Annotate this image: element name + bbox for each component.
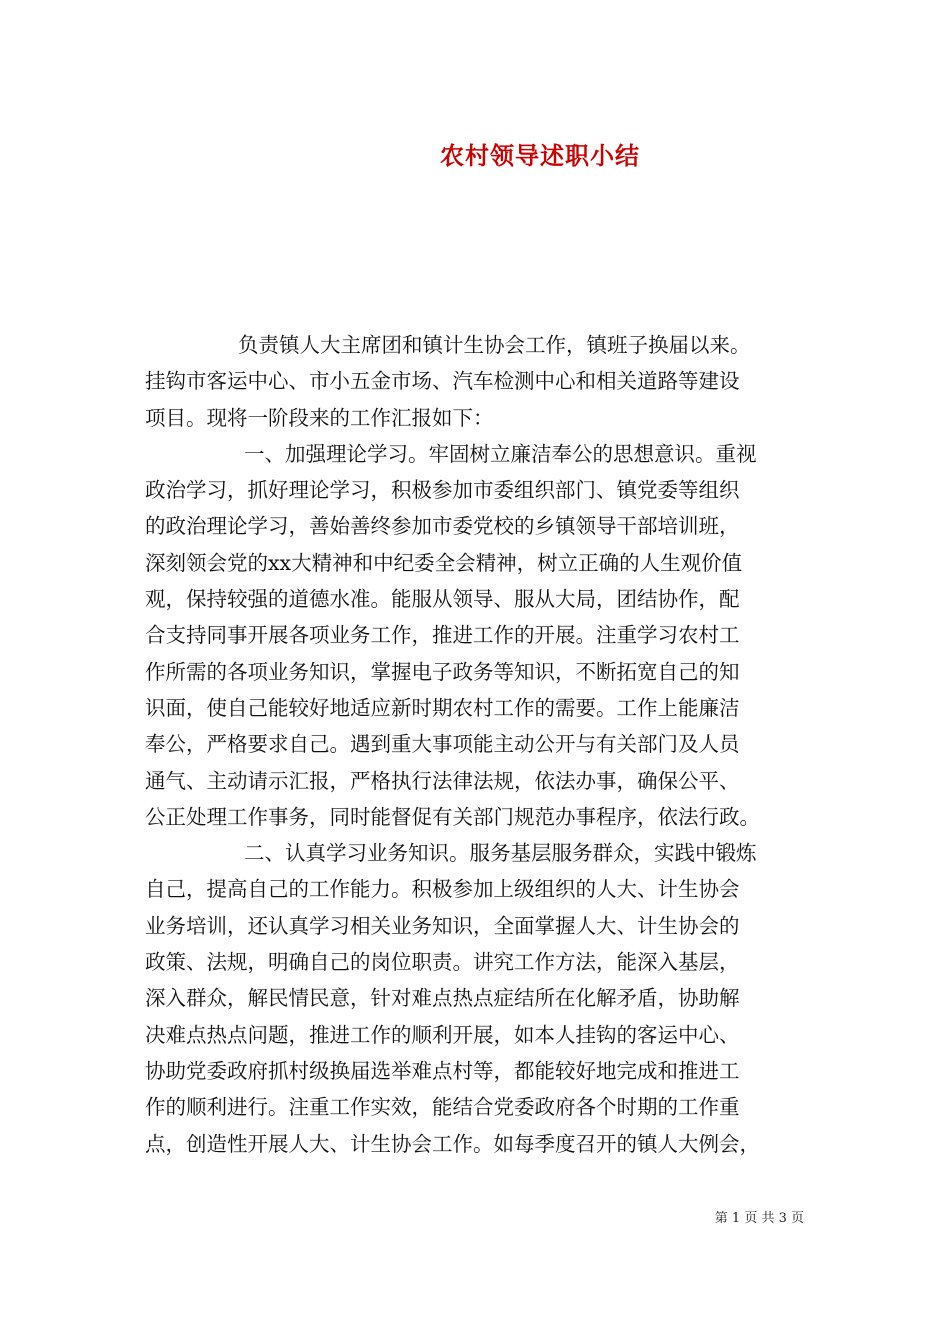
text-line: 负责镇人大主席团和镇计生协会工作，镇班子换届以来。 [238, 333, 751, 357]
text-line: 挂钩市客运中心、市小五金市场、汽车检测中心和相关道路等建设 [145, 369, 740, 394]
text-line: 政策、法规，明确自己的岗位职责。讲究工作方法，能深入基层， [145, 950, 740, 975]
document-body [145, 327, 810, 1162]
text-line: 深刻领会党的xx大精神和中纪委全会精神，树立正确的人生观价值 [145, 550, 743, 575]
text-line: 政治学习，抓好理论学习，积极参加市委组织部门、镇党委等组织 [145, 478, 740, 503]
text-line: 深入群众，解民情民意，针对难点热点症结所在化解矛盾，协助解 [145, 986, 740, 1011]
text-line: 自己，提高自己的工作能力。积极参加上级组织的人大、计生协会 [145, 877, 740, 902]
text-line: 业务培训，还认真学习相关业务知识，全面掌握人大、计生协会的 [145, 913, 740, 938]
text-line: 公正处理工作事务，同时能督促有关部门规范办事程序，依法行政。 [145, 804, 760, 829]
text-line: 通气、主动请示汇报，严格执行法律法规，依法办事，确保公平、 [145, 768, 740, 793]
text-line: 奉公，严格要求自己。遇到重大事项能主动公开与有关部门及人员 [145, 732, 740, 757]
text-line: 项目。现将一阶段来的工作汇报如下： [145, 405, 494, 430]
text-line: 作的顺利进行。注重工作实效，能结合党委政府各个时期的工作重 [145, 1095, 740, 1120]
text-line: 的政治理论学习，善始善终参加市委党校的乡镇领导干部培训班， [145, 514, 740, 539]
text-line: 一、加强理论学习。牢固树立廉洁奉公的思想意识。重视 [244, 441, 757, 466]
text-line: 协助党委政府抓村级换届选举难点村等，都能较好地完成和推进工 [145, 1058, 740, 1083]
text-line: 决难点热点问题，推进工作的顺利开展，如本人挂钩的客运中心、 [145, 1022, 740, 1047]
text-line: 识面，使自己能较好地适应新时期农村工作的需要。工作上能廉洁 [145, 695, 740, 720]
page-number: 第 1 页 共 3 页 [714, 1211, 804, 1226]
text-line: 观，保持较强的道德水准。能服从领导、服从大局，团结协作，配 [145, 587, 740, 612]
text-line: 合支持同事开展各项业务工作，推进工作的开展。注重学习农村工 [145, 623, 740, 648]
document-title: 农村领导述职小结 [440, 141, 640, 170]
text-line: 点，创造性开展人大、计生协会工作。如每季度召开的镇人大例会， [145, 1131, 760, 1156]
text-line: 作所需的各项业务知识，掌握电子政务等知识，不断拓宽自己的知 [145, 659, 740, 684]
text-line: 二、认真学习业务知识。服务基层服务群众，实践中锻炼 [244, 841, 757, 866]
